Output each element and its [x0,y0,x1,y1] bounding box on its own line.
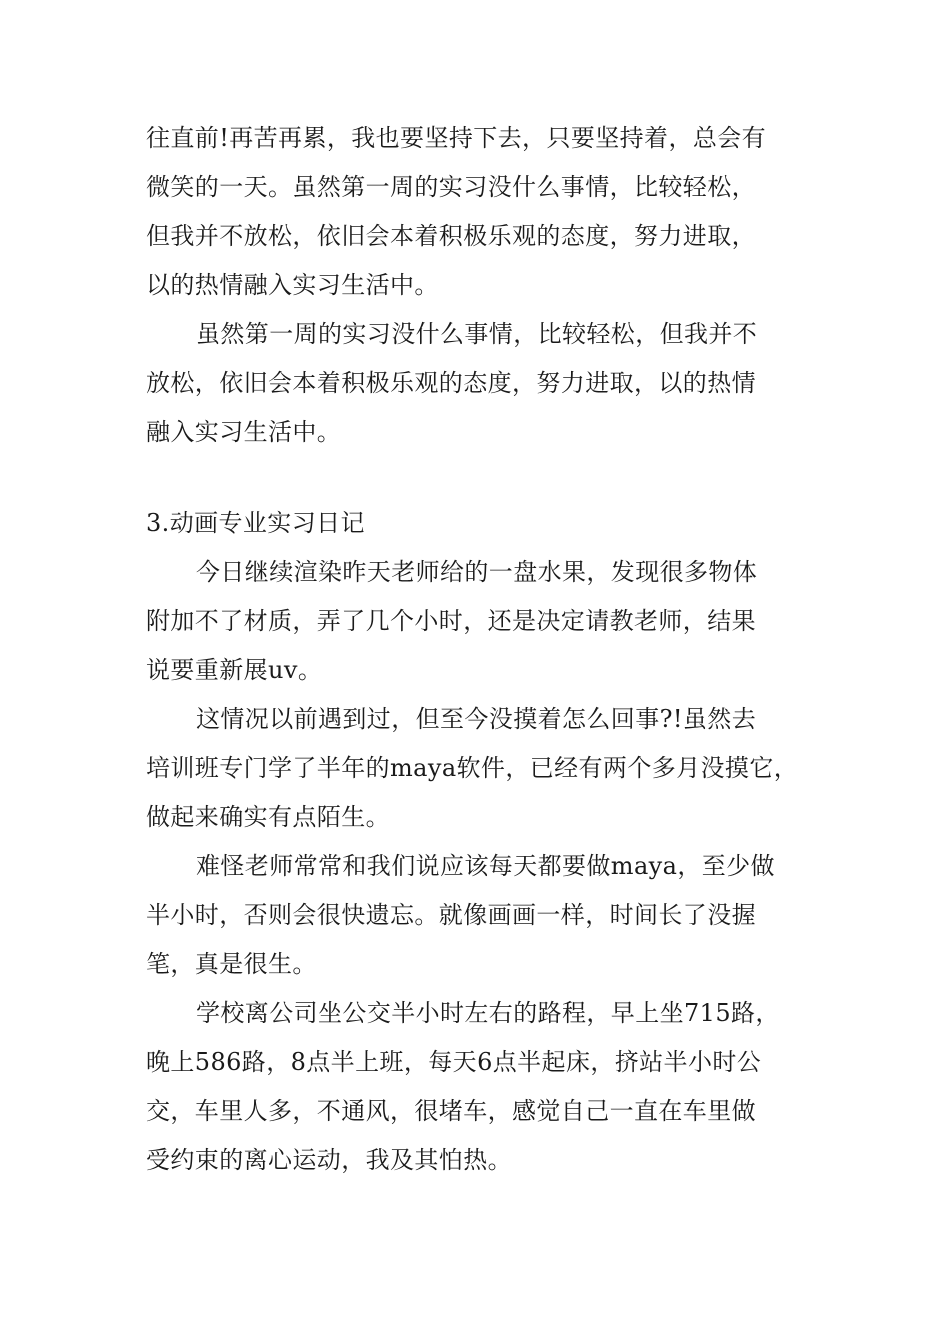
text-line: 难怪老师常常和我们说应该每天都要做maya，至少做 [196,852,775,880]
text-line: 今日继续渲染昨天老师给的一盘水果，发现很多物体 [196,558,758,586]
text-line: 说要重新展uv。 [146,656,323,684]
document-body [146,126,806,1197]
text-line: 笔，真是很生。 [146,950,317,978]
text-line: 附加不了材质，弄了几个小时，还是决定请教老师，结果 [146,607,756,635]
text-line: 放松，依旧会本着积极乐观的态度，努力进取，以的热情 [146,369,756,397]
text-line: 融入实习生活中。 [146,418,342,446]
section-heading: 3.动画专业实习日记 [146,509,365,537]
paragraph [146,126,806,297]
text-line: 做起来确实有点陌生。 [146,803,390,831]
section-spacer [146,469,806,511]
paragraph [146,707,806,829]
text-line: 虽然第一周的实习没什么事情，比较轻松，但我并不 [196,320,758,348]
paragraph [146,560,806,682]
text-line: 往直前!再苦再累，我也要坚持下去，只要坚持着，总会有 [146,124,767,152]
text-line: 受约束的离心运动，我及其怕热。 [146,1146,512,1174]
text-line: 以的热情融入实习生活中。 [146,271,439,299]
paragraph [146,322,806,444]
text-line: 培训班专门学了半年的maya软件，已经有两个多月没摸它， [146,754,799,782]
text-line: 但我并不放松，依旧会本着积极乐观的态度，努力进取， [146,222,756,250]
text-line: 微笑的一天。虽然第一周的实习没什么事情，比较轻松， [146,173,756,201]
paragraph [146,1001,806,1172]
text-line: 晚上586路，8点半上班，每天6点半起床，挤站半小时公 [146,1048,762,1076]
text-line: 交，车里人多，不通风，很堵车，感觉自己一直在车里做 [146,1097,756,1125]
paragraph [146,854,806,976]
text-line: 这情况以前遇到过，但至今没摸着怎么回事?!虽然去 [196,705,757,733]
text-line: 学校离公司坐公交半小时左右的路程，早上坐715路， [196,999,780,1027]
text-line: 半小时，否则会很快遗忘。就像画画一样，时间长了没握 [146,901,756,929]
